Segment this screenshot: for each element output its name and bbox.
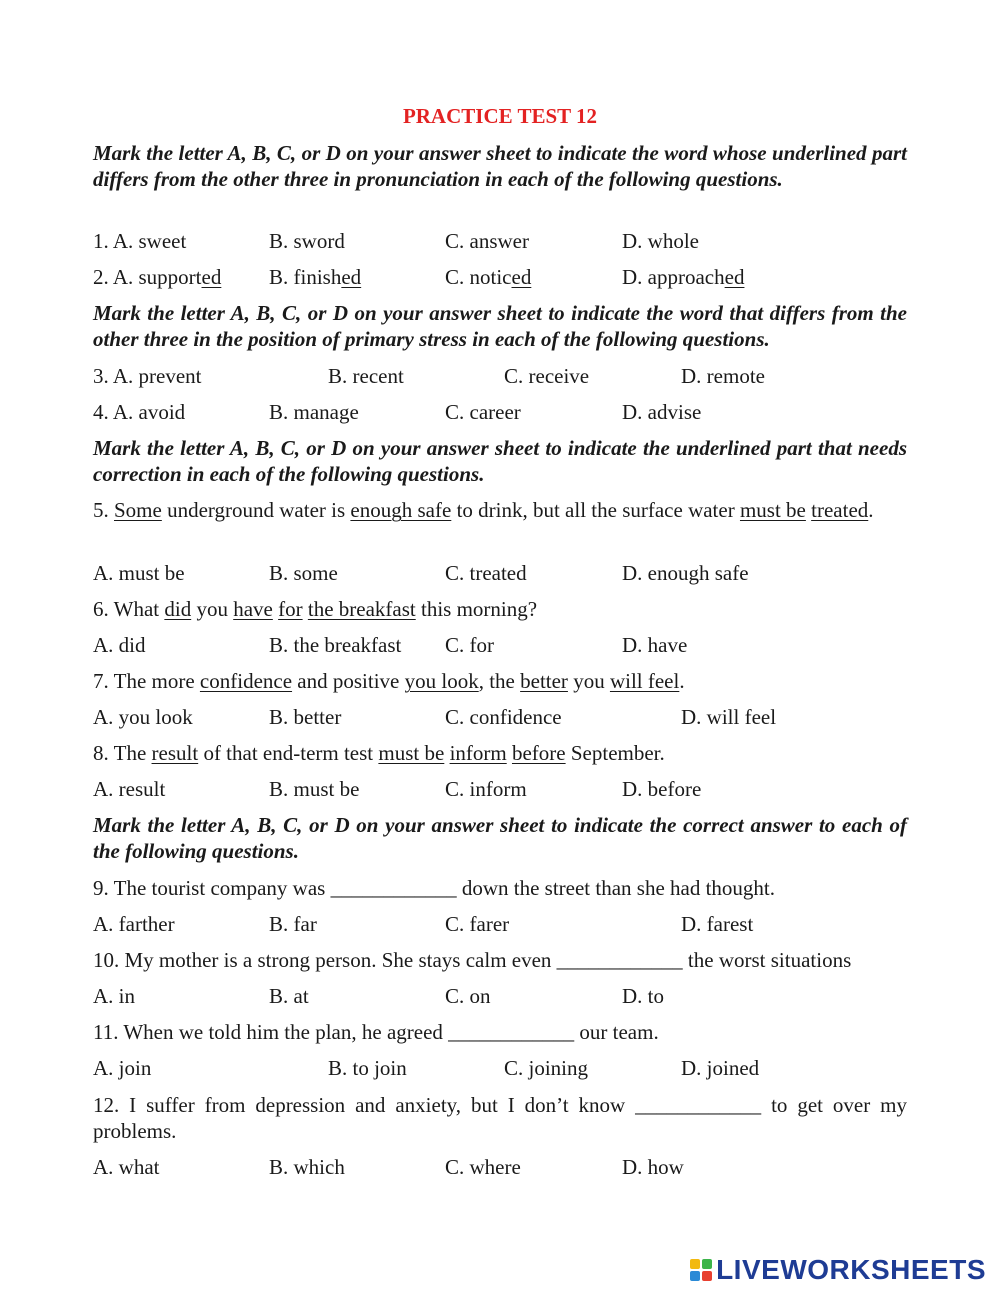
option-c[interactable]: C. inform [445,777,527,801]
option-b[interactable]: B. better [269,705,342,729]
option-c[interactable]: C. career [445,400,521,424]
option-a[interactable]: A. result [93,777,166,801]
instruction-pronunciation: Mark the letter A, B, C, or D on your answer sheet to indicate the word whose underlined part differs from the other three in pronunciation in each of the following questions. [93,141,907,191]
question-8-stem: 8. The result of that end-term test must be inform before September. [93,741,665,765]
logo-text: LIVEWORKSHEETS [716,1254,986,1285]
option-b[interactable]: B. sword [269,229,345,253]
option-b[interactable]: B. which [269,1155,345,1179]
option-b[interactable]: B. some [269,561,338,585]
option-a[interactable]: A. what [93,1155,160,1179]
question-5-stem: 5. Some underground water is enough safe to drink, but all the surface water must be treated. [93,498,874,522]
question-11-stem: 11. When we told him the plan, he agreed ____________ our team. [93,1020,659,1044]
option-c[interactable]: C. noticed [445,265,532,289]
option-d[interactable]: D. how [622,1155,684,1179]
option-d[interactable]: D. remote [681,364,765,388]
instruction-correct-answer: Mark the letter A, B, C, or D on your answer sheet to indicate the correct answer to each of the following questions. [93,813,907,863]
option-d[interactable]: D. farest [681,912,754,936]
instruction-stress: Mark the letter A, B, C, or D on your answer sheet to indicate the word that differs from the other three in the position of primary stress in each of the following questions. [93,301,907,351]
option-c[interactable]: C. receive [504,364,590,388]
option-c[interactable]: C. farer [445,912,510,936]
option-c[interactable]: C. for [445,633,494,657]
option-b[interactable]: B. finished [269,265,362,289]
option-c[interactable]: C. joining [504,1056,589,1080]
option-c[interactable]: C. where [445,1155,521,1179]
option-a[interactable]: 3. A. prevent [93,364,202,388]
question-7-stem: 7. The more confidence and positive you look, the better you will feel. [93,669,685,693]
option-d[interactable]: D. whole [622,229,699,253]
option-a[interactable]: 4. A. avoid [93,400,186,424]
question-12-stem: 12. I suffer from depression and anxiety, but I don’t know ____________ to get over my problems. [93,1093,907,1143]
option-d[interactable]: D. enough safe [622,561,749,585]
option-b[interactable]: B. must be [269,777,360,801]
option-c[interactable]: C. answer [445,229,529,253]
liveworksheets-logo[interactable] [690,1254,986,1286]
question-6-stem: 6. What did you have for the breakfast this morning? [93,597,538,621]
option-c[interactable]: C. confidence [445,705,562,729]
option-b[interactable]: B. the breakfast [269,633,402,657]
option-a[interactable]: A. farther [93,912,175,936]
option-b[interactable]: B. far [269,912,317,936]
option-d[interactable]: D. advise [622,400,702,424]
option-a[interactable]: A. did [93,633,146,657]
page-title: PRACTICE TEST 12 [402,104,598,128]
option-c[interactable]: C. treated [445,561,527,585]
instruction-error-correction: Mark the letter A, B, C, or D on your answer sheet to indicate the underlined part that needs correction in each of the following questions. [93,436,907,486]
liveworksheets-logo-icon [690,1259,712,1281]
option-a[interactable]: A. must be [93,561,185,585]
question-9-stem: 9. The tourist company was ____________ down the street than she had thought. [93,876,776,900]
option-d[interactable]: D. have [622,633,688,657]
question-10-stem: 10. My mother is a strong person. She stays calm even ____________ the worst situations [93,948,852,972]
option-a[interactable]: A. join [93,1056,152,1080]
option-a[interactable]: 2. A. supported [93,265,222,289]
option-d[interactable]: D. approached [622,265,745,289]
option-a[interactable]: 1. A. sweet [93,229,187,253]
option-d[interactable]: D. will feel [681,705,777,729]
option-b[interactable]: B. to join [328,1056,407,1080]
option-b[interactable]: B. manage [269,400,359,424]
option-d[interactable]: D. to [622,984,664,1008]
option-d[interactable]: D. joined [681,1056,760,1080]
option-a[interactable]: A. you look [93,705,193,729]
option-d[interactable]: D. before [622,777,702,801]
option-b[interactable]: B. recent [328,364,404,388]
option-b[interactable]: B. at [269,984,309,1008]
option-c[interactable]: C. on [445,984,491,1008]
option-a[interactable]: A. in [93,984,135,1008]
